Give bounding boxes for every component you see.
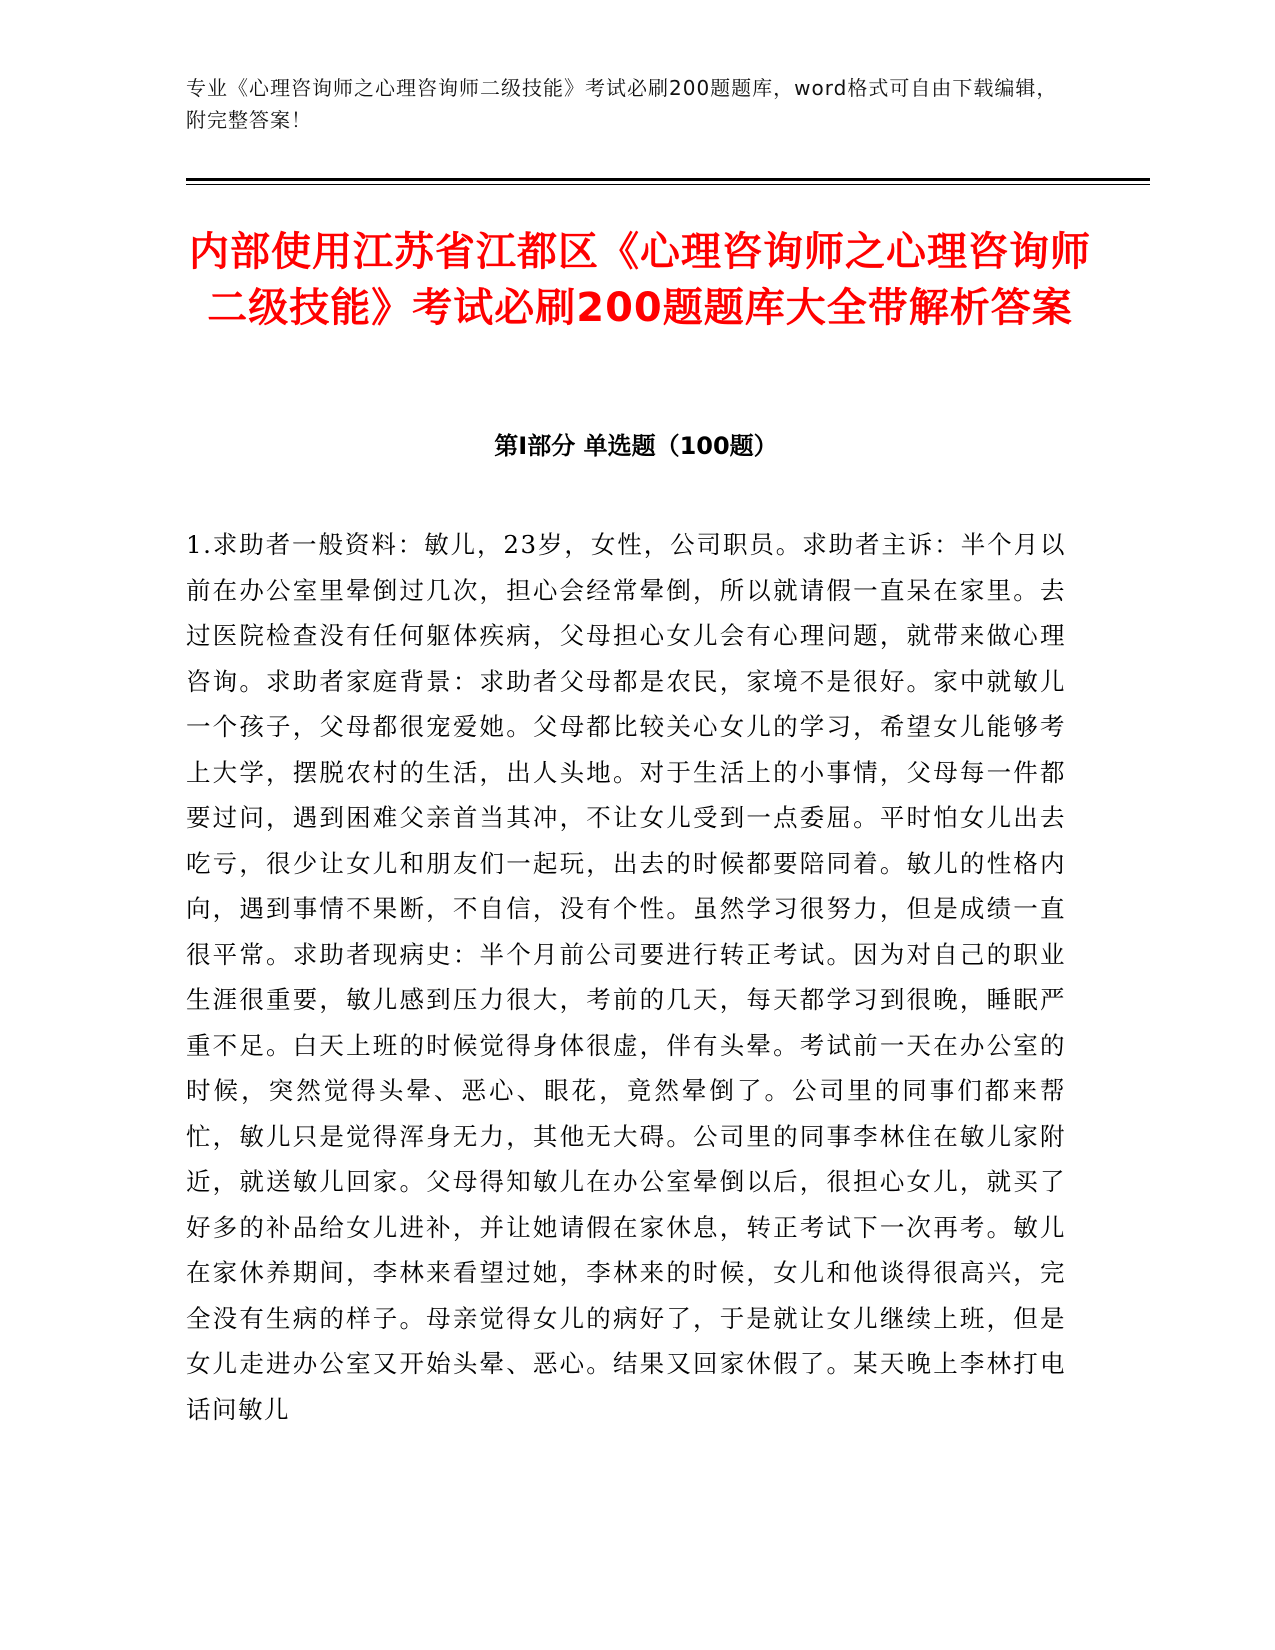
header-divider-thick bbox=[186, 178, 1150, 181]
header-divider-thin bbox=[186, 184, 1150, 185]
question-1-text: 1.求助者一般资料：敏儿，23岁，女性，公司职员。求助者主诉：半个月以前在办公室里晕倒过几次，担心会经常晕倒，所以就请假一直呆在家里。去过医院检查没有任何躯体疾病，父母担心女儿会有心理问题，就带来做心理咨询。求助者家庭背景：求助者父母都是农民，家境不是很好。家中就敏儿一个孩子，父母都很宠爱她。父母都比较关心女儿的学习，希望女儿能够考上大学，摆脱农村的生活，出人头地。对于生活上的小事情，父母每一件都要过问，遇到困难父亲首当其冲，不让女儿受到一点委屈。平时怕女儿出去吃亏，很少让女儿和朋友们一起玩，出去的时候都要陪同着。敏儿的性格内向，遇到事情不果断，不自信，没有个性。虽然学习很努力，但是成绩一直很平常。求助者现病史：半个月前公司要进行转正考试。因为对自己的职业生涯很重要，敏儿感到压力很大，考前的几天，每天都学习到很晚，睡眠严重不足。白天上班的时候觉得身体很虚，伴有头晕。考试前一天在办公室的时候，突然觉得头晕、恶心、眼花，竟然晕倒了。公司里的同事们都来帮忙，敏儿只是觉得浑身无力，其他无大碍。公司里的同事李林住在敏儿家附近，就送敏儿回家。父母得知敏儿在办公室晕倒以后，很担心女儿，就买了好多的补品给女儿进补，并让她请假在家休息，转正考试下一次再考。敏儿在家休养期间，李林来看望过她，李林来的时候，女儿和他谈得很高兴，完全没有生病的样子。母亲觉得女儿的病好了，于是就让女儿继续上班，但是女儿走进办公室又开始头晕、恶心。结果又回家休假了。某天晚上李林打电话问敏儿 bbox=[186, 530, 1066, 1424]
section-heading: 第I部分 单选题（100题） bbox=[494, 432, 778, 460]
document-header-note: 专业《心理咨询师之心理咨询师二级技能》考试必刷200题题库，word格式可自由下载编辑，附完整答案！ bbox=[186, 76, 1058, 132]
document-title: 内部使用江苏省江都区《心理咨询师之心理咨询师二级技能》考试必刷200题题库大全带解析答案 bbox=[189, 229, 1091, 331]
